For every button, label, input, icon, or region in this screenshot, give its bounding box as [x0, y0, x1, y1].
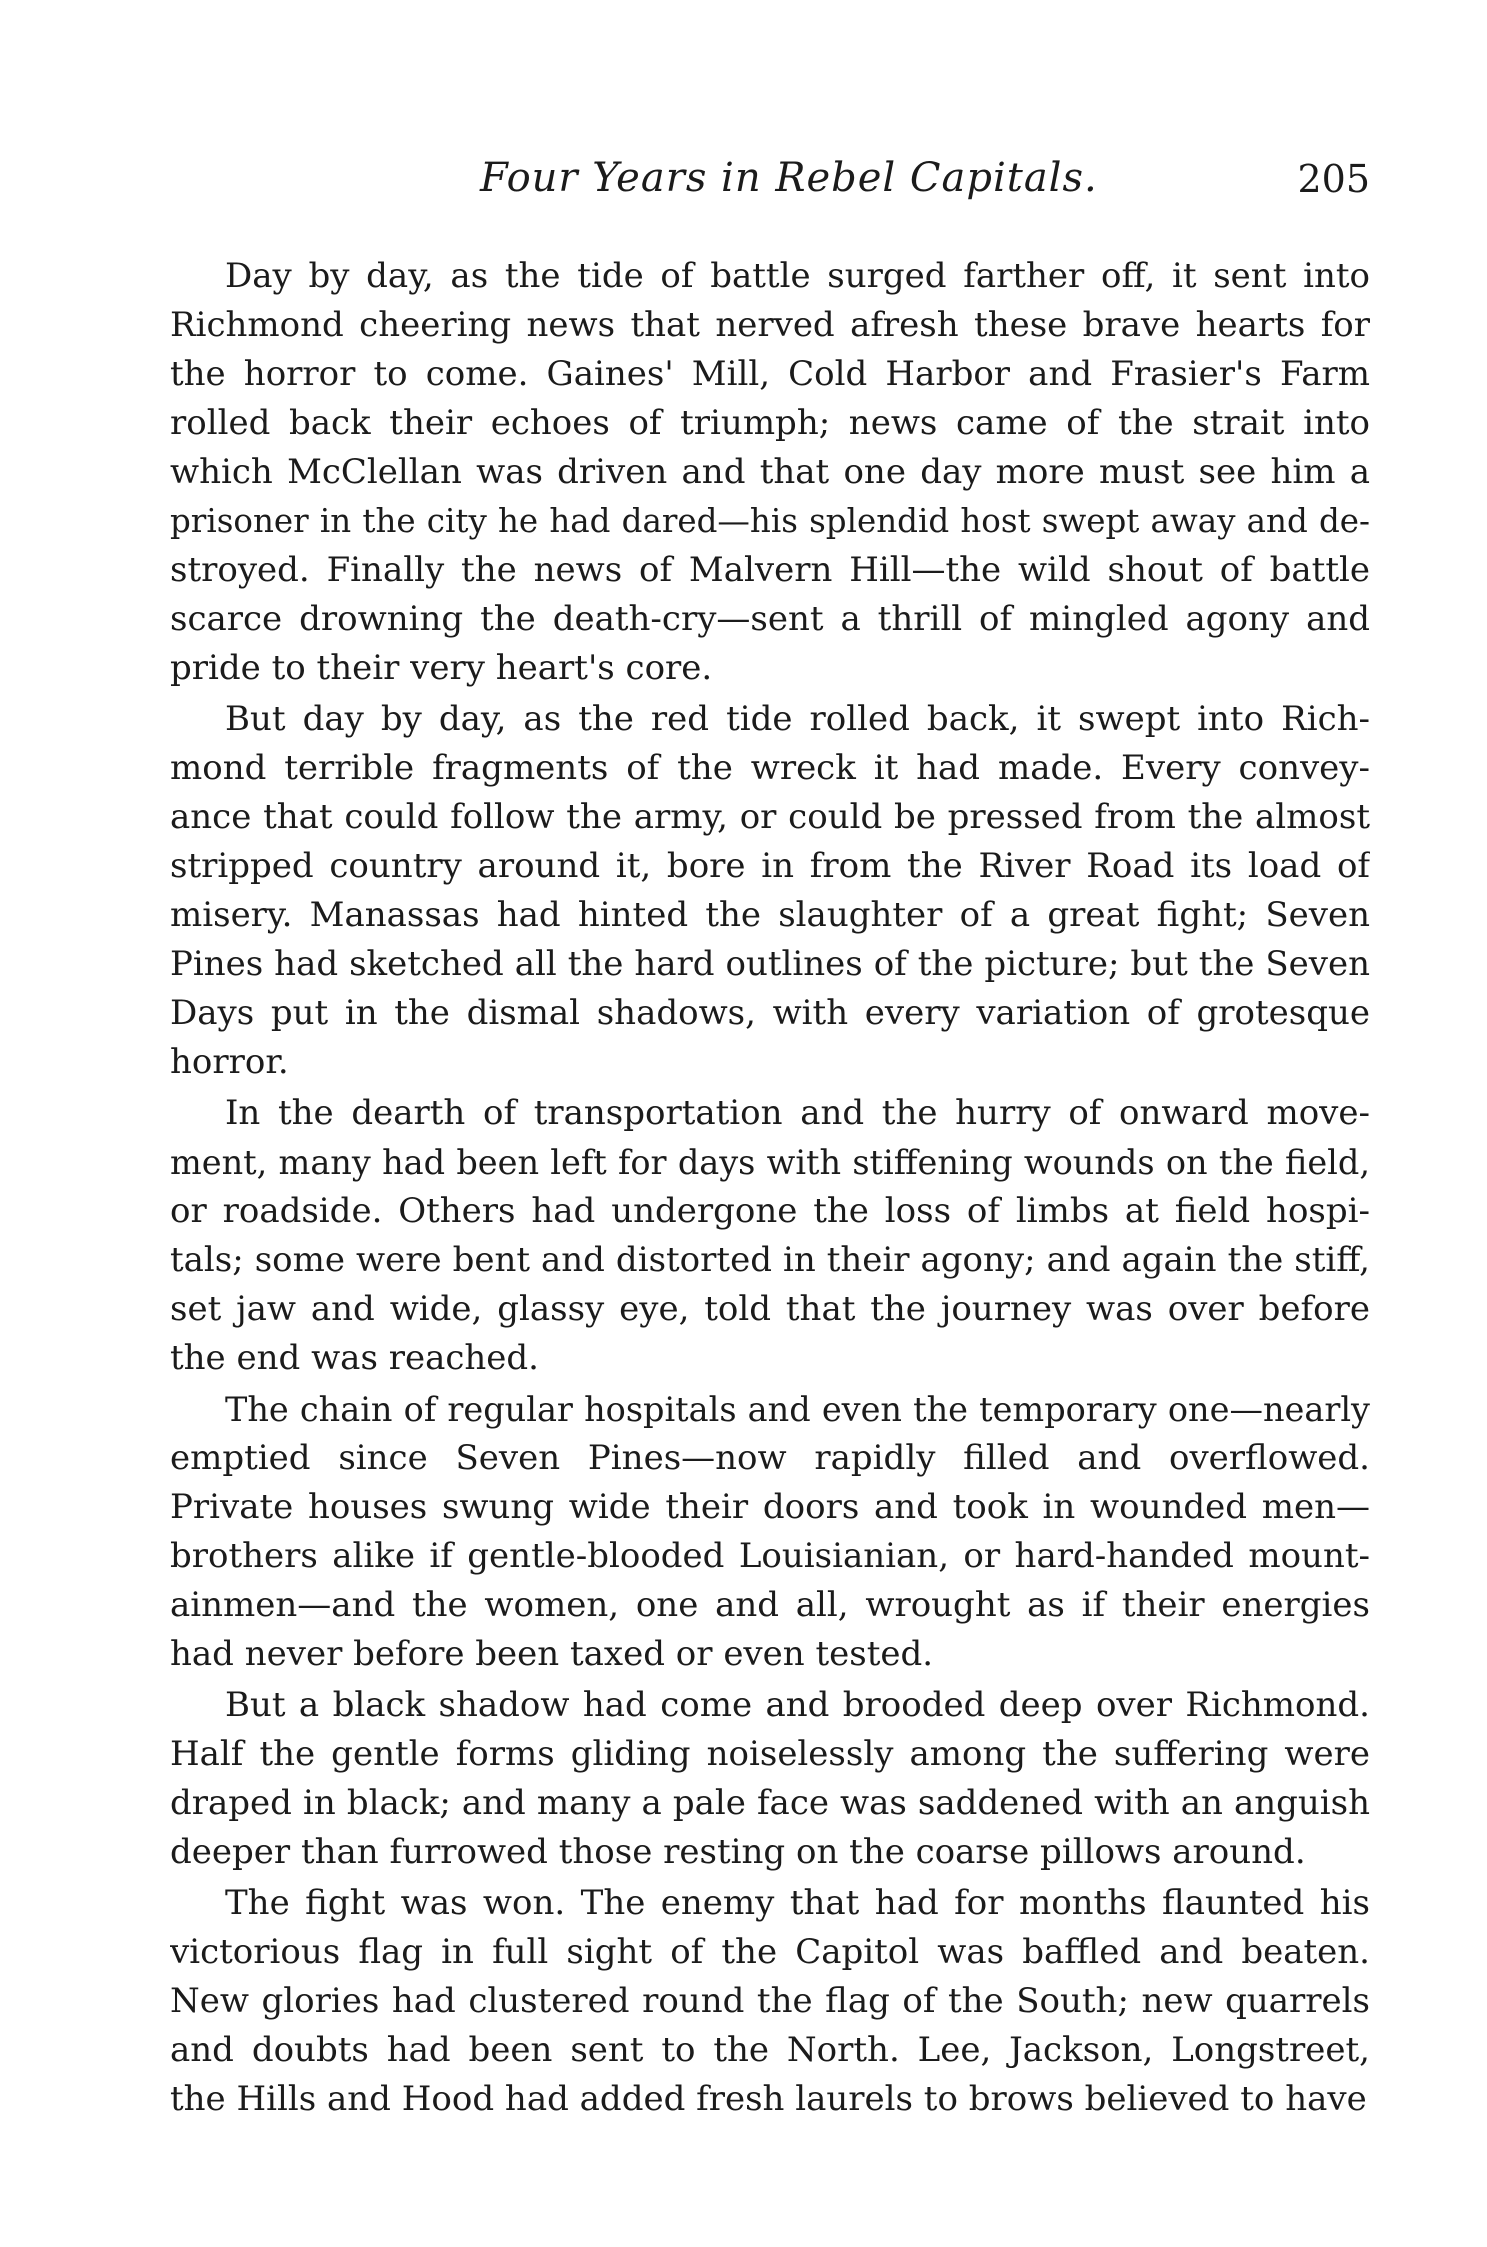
page-number: 205: [1297, 157, 1370, 201]
running-head: [170, 155, 1370, 215]
text-line: and doubts had been sent to the North. Lee, Jackson, Longstreet,: [170, 2030, 1370, 2070]
body-text: [170, 252, 1370, 2126]
text-line: But day by day, as the red tide rolled back, it swept into Rich-: [225, 699, 1370, 739]
text-line: which McClellan was driven and that one day more must see him a: [170, 452, 1370, 492]
text-line: brothers alike if gentle-blooded Louisianian, or hard-handed mount-: [170, 1536, 1370, 1576]
text-line: misery. Manassas had hinted the slaughter of a great fight; Seven: [170, 895, 1370, 935]
text-line: In the dearth of transportation and the hurry of onward move-: [225, 1093, 1370, 1133]
text-line: set jaw and wide, glassy eye, told that the journey was over before: [170, 1289, 1370, 1329]
text-line: horror.: [170, 1042, 289, 1082]
text-line: Days put in the dismal shadows, with every variation of grotesque: [170, 993, 1370, 1033]
text-line: stripped country around it, bore in from the River Road its load of: [170, 846, 1370, 886]
running-title: Four Years in Rebel Capitals.: [480, 155, 1098, 201]
text-line: the end was reached.: [170, 1338, 539, 1378]
text-line: ance that could follow the army, or could be pressed from the almost: [170, 797, 1370, 837]
paragraph: [170, 1879, 1370, 2124]
paragraph: [170, 252, 1370, 693]
text-line: the horror to come. Gaines' Mill, Cold Harbor and Frasier's Farm: [170, 354, 1370, 394]
text-line: or roadside. Others had undergone the loss of limbs at field hospi-: [170, 1191, 1370, 1231]
text-line: Pines had sketched all the hard outlines of the picture; but the Seven: [170, 944, 1370, 984]
text-line: ment, many had been left for days with stiffening wounds on the field,: [170, 1143, 1370, 1182]
text-line: mond terrible fragments of the wreck it had made. Every convey-: [170, 748, 1370, 788]
text-line: New glories had clustered round the flag of the South; new quarrels: [170, 1981, 1370, 2021]
paragraph: [170, 695, 1370, 1087]
text-line: pride to their very heart's core.: [170, 648, 713, 688]
text-line: stroyed. Finally the news of Malvern Hill—the wild shout of battle: [170, 550, 1370, 590]
text-line: tals; some were bent and distorted in their agony; and again the stiff,: [170, 1240, 1370, 1280]
text-line: prisoner in the city he had dared—his splendid host swept away and de-: [170, 502, 1370, 540]
text-line: ainmen—and the women, one and all, wrought as if their energies: [170, 1585, 1370, 1625]
text-line: deeper than furrowed those resting on the coarse pillows around.: [170, 1832, 1306, 1872]
text-line: The chain of regular hospitals and even the temporary one—nearly: [225, 1390, 1370, 1429]
text-line: But a black shadow had come and brooded deep over Richmond.: [225, 1685, 1370, 1725]
text-line: had never before been taxed or even tested.: [170, 1634, 934, 1674]
text-line: the Hills and Hood had added fresh laurels to brows believed to have: [170, 2079, 1367, 2119]
text-line: The fight was won. The enemy that had for months flaunted his: [225, 1883, 1370, 1923]
text-line: Day by day, as the tide of battle surged farther off, it sent into: [225, 256, 1370, 296]
paragraph: [170, 1681, 1370, 1877]
text-line: scarce drowning the death-cry—sent a thrill of mingled agony and: [170, 599, 1370, 639]
text-line: draped in black; and many a pale face was saddened with an anguish: [170, 1783, 1370, 1823]
text-line: Richmond cheering news that nerved afresh these brave hearts for: [170, 305, 1370, 345]
text-line: Private houses swung wide their doors and took in wounded men—: [170, 1487, 1370, 1527]
text-line: victorious flag in full sight of the Capitol was baffled and beaten.: [170, 1932, 1370, 1972]
text-line: Half the gentle forms gliding noiselessly among the suffering were: [170, 1734, 1370, 1774]
paragraph: [170, 1089, 1370, 1383]
paragraph: [170, 1385, 1370, 1679]
text-line: emptied since Seven Pines—now rapidly filled and overflowed.: [170, 1438, 1370, 1478]
text-line: rolled back their echoes of triumph; news came of the strait into: [170, 403, 1370, 443]
